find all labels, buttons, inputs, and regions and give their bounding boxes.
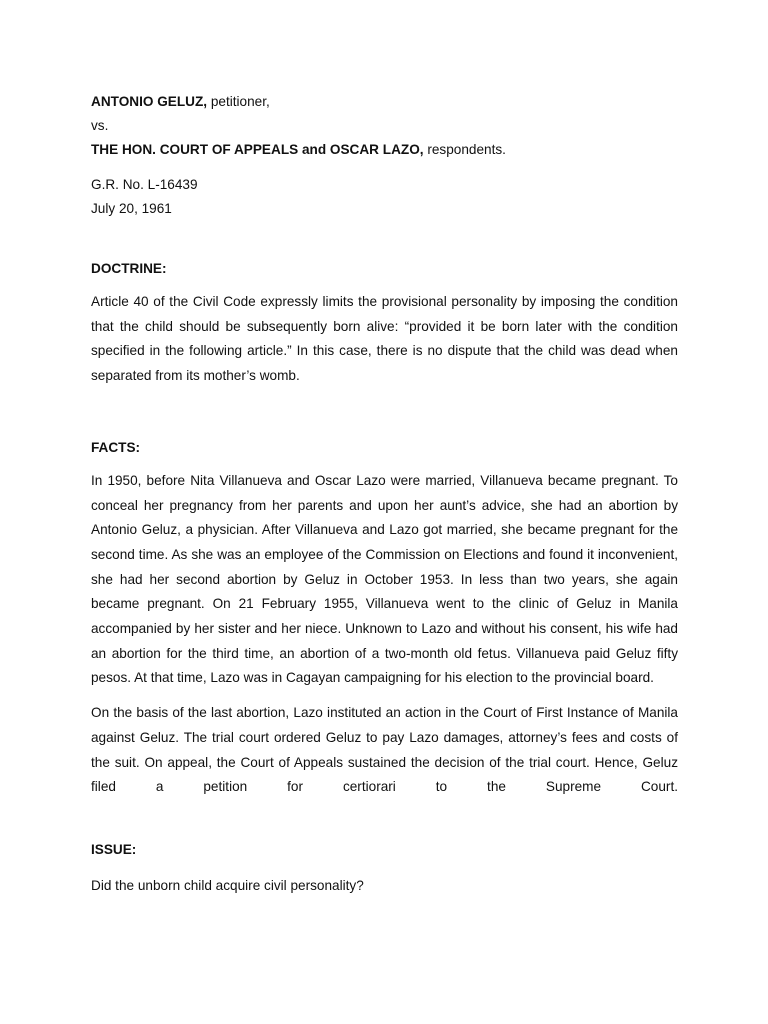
gr-number: G.R. No. L-16439 <box>91 177 198 192</box>
case-digest-page <box>91 92 678 896</box>
respondent-role: respondents. <box>423 142 506 157</box>
respondent-line <box>91 140 678 160</box>
decision-date: July 20, 1961 <box>91 201 172 216</box>
petitioner-name: ANTONIO GELUZ, <box>91 94 208 109</box>
doctrine-text: Article 40 of the Civil Code expressly limits the provisional personality by imposing the condition that the child should be subsequently born alive: “provided it be born later with the condition specified in the following article.” In this case, there is no dispute that the child was dead when separated from its mother’s womb. <box>91 294 678 384</box>
facts-heading: FACTS: <box>91 439 141 455</box>
petitioner-role: petitioner, <box>207 94 270 109</box>
facts-paragraph-1: In 1950, before Nita Villanueva and Oscar Lazo were married, Villanueva became pregnant. To conceal her pregnancy from her parents and upon her aunt’s advice, she had an abortion by Antonio Geluz, a physician. After Villanueva and Lazo got married, she became pregnant for the second time. As she was an employee of the Commission on Elections and found it inconvenient, she had her second abortion by Geluz in October 1953. In less than two years, she again became pregnant. On 21 February 1955, Villanueva went to the clinic of Geluz in Manila accompanied by her sister and her niece. Unknown to Lazo and without his consent, his wife had an abortion for the third time, an abortion of a two-month old fetus. Villanueva paid Geluz fifty pesos. At that time, Lazo was in Cagayan campaigning for his election to the provincial board. <box>91 472 678 686</box>
doctrine-heading: DOCTRINE: <box>91 261 167 276</box>
facts-paragraph-2: On the basis of the last abortion, Lazo instituted an action in the Court of First Instance of Manila against Geluz. The trial court ordered Geluz to pay Lazo damages, attorney’s fees and costs of the suit. On appeal, the Court of Appeals sustained the decision of the trial court. Hence, Geluz filed a petition for certiorari to the Supreme Court. <box>91 705 678 795</box>
petitioner-line <box>91 92 678 112</box>
issue-text: Did the unborn child acquire civil personality? <box>91 877 364 893</box>
versus-line: vs. <box>91 118 109 133</box>
respondent-name: THE HON. COURT OF APPEALS and OSCAR LAZO, <box>91 142 424 157</box>
issue-heading: ISSUE: <box>91 841 137 857</box>
